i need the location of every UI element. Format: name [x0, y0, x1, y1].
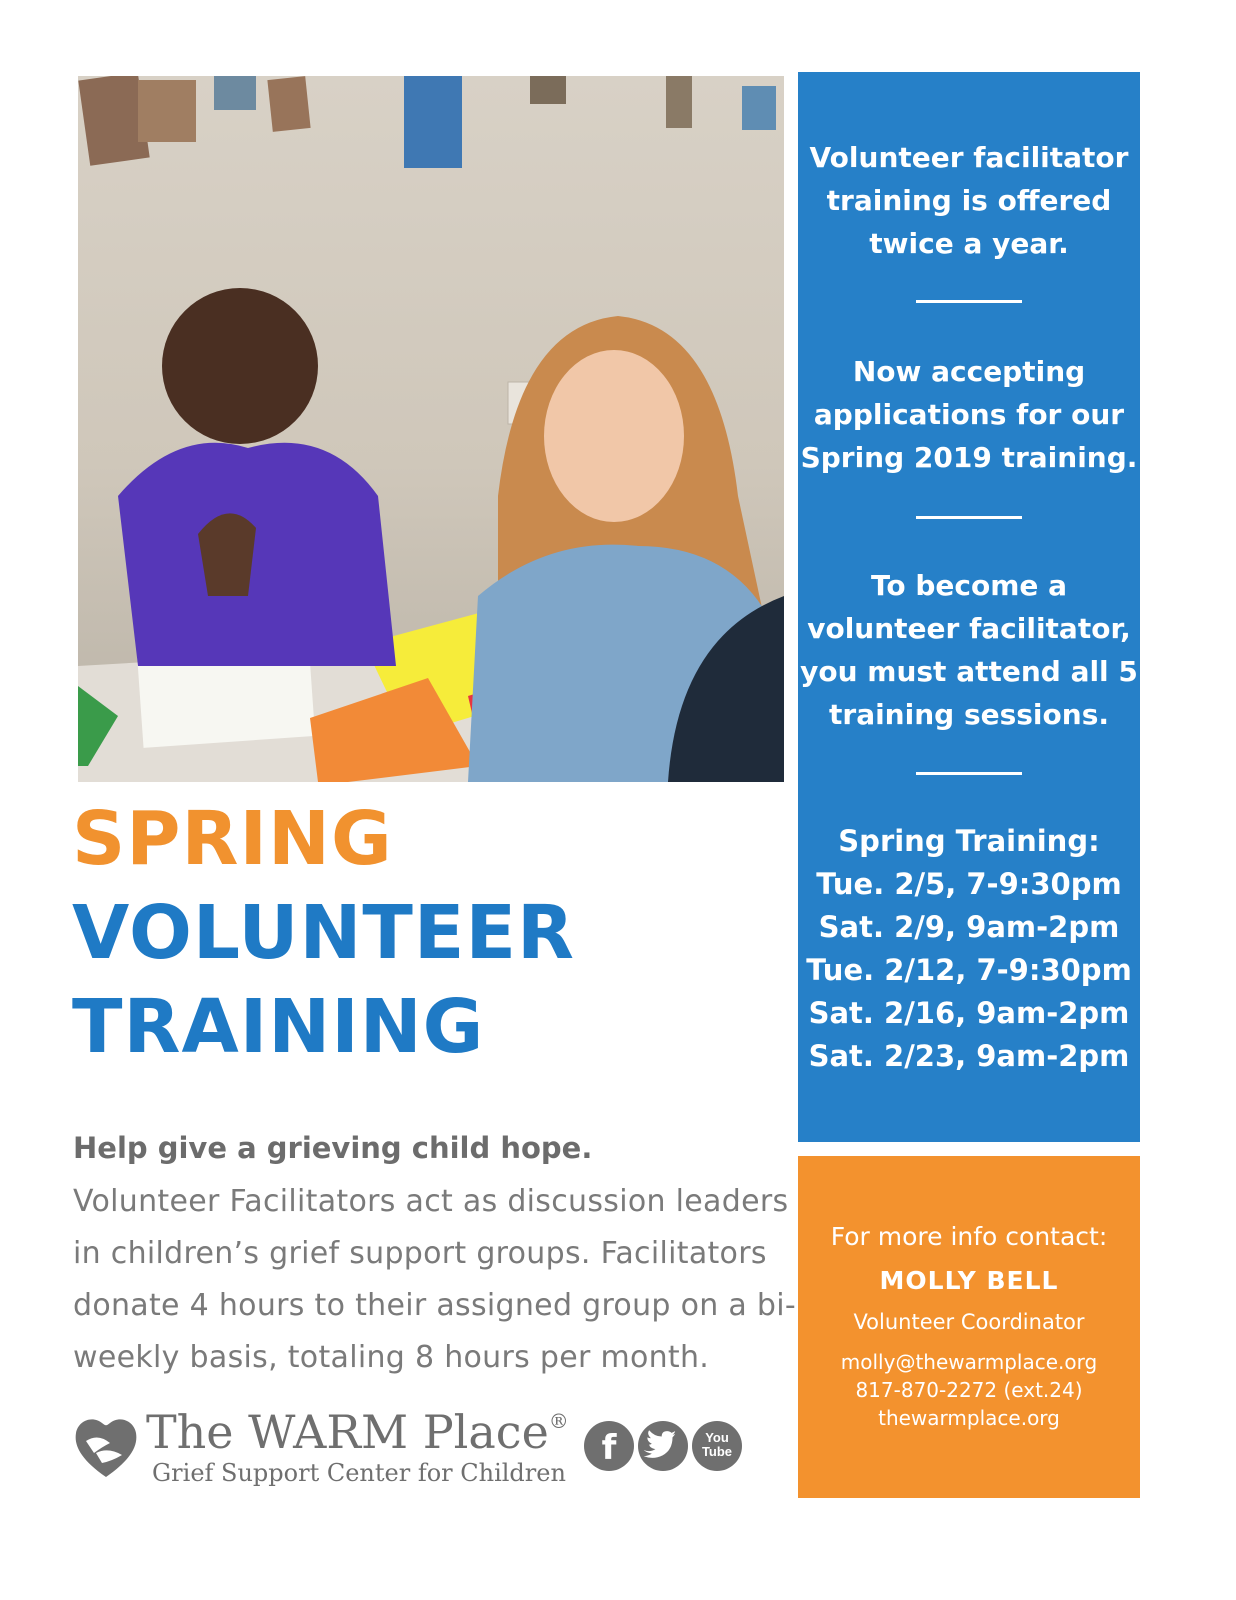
- sidebar-block-frequency: Volunteer facilitator training is offered twice a year.: [809, 141, 1129, 260]
- schedule-title: Spring Training:: [838, 824, 1100, 858]
- contact-website[interactable]: thewarmplace.org: [878, 1406, 1060, 1430]
- logo-tagline: Grief Support Center for Children: [152, 1459, 566, 1487]
- footer-logo: [72, 1405, 752, 1495]
- youtube-line1: You: [705, 1430, 729, 1445]
- twitter-bird-glyph: [638, 1421, 688, 1471]
- twitter-icon[interactable]: [638, 1421, 688, 1471]
- contact-phone[interactable]: 817-870-2272 (ext.24): [855, 1378, 1083, 1402]
- sidebar-block-requirement: To become a volunteer facilitator, you must attend all 5 training sessions.: [800, 569, 1138, 731]
- info-sidebar: [798, 72, 1140, 1142]
- contact-panel: [798, 1156, 1140, 1498]
- sidebar-divider: [916, 772, 1022, 775]
- sidebar-block-applications: Now accepting applications for our Spring 2019 training.: [800, 355, 1138, 474]
- hero-photo-illustration: [78, 76, 784, 782]
- facebook-glyph: f: [601, 1428, 617, 1468]
- heart-hands-icon: [72, 1413, 140, 1481]
- registered-mark: ®: [548, 1409, 569, 1433]
- session-item: Sat. 2/9, 9am-2pm: [818, 910, 1120, 944]
- session-item: Sat. 2/16, 9am-2pm: [808, 996, 1130, 1030]
- logo-name: [146, 1405, 569, 1459]
- session-item: Tue. 2/5, 7-9:30pm: [816, 867, 1122, 901]
- hero-photo: [78, 76, 784, 782]
- facebook-icon[interactable]: [584, 1421, 634, 1471]
- sidebar-divider: [916, 300, 1022, 303]
- youtube-line2: Tube: [701, 1444, 733, 1459]
- sidebar-divider: [916, 516, 1022, 519]
- session-item: Tue. 2/12, 7-9:30pm: [806, 953, 1132, 987]
- training-schedule: [798, 820, 1140, 1078]
- contact-role: Volunteer Coordinator: [853, 1310, 1085, 1334]
- body-lead: Help give a grieving child hope.: [73, 1131, 593, 1165]
- session-item: Sat. 2/23, 9am-2pm: [808, 1039, 1130, 1073]
- contact-email[interactable]: molly@thewarmplace.org: [840, 1350, 1098, 1374]
- headline-training: TRAINING: [72, 984, 485, 1070]
- headline: [72, 792, 575, 1074]
- body-paragraph: Volunteer Facilitators act as discussion leaders in children’s grief support groups. Facilitators donate 4 hours to their assigned group on a bi-weekly basis, totaling 8 hours per month.: [73, 1184, 797, 1375]
- body-copy: [73, 1128, 803, 1384]
- contact-prompt: For more info contact:: [830, 1222, 1108, 1251]
- logo-name-text: The WARM Place: [146, 1405, 549, 1459]
- headline-spring: SPRING: [72, 796, 393, 882]
- youtube-icon[interactable]: [692, 1421, 742, 1471]
- headline-volunteer: VOLUNTEER: [72, 890, 575, 976]
- contact-name: MOLLY BELL: [879, 1266, 1059, 1295]
